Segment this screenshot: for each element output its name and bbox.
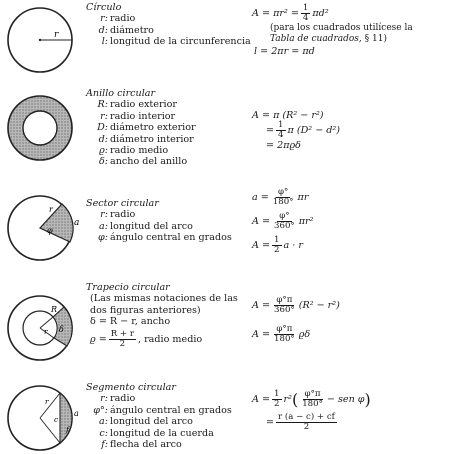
sector-arc-label: a [74,218,80,228]
section-title: Anillo circular [86,88,156,99]
def-row: φ°: ángulo central en grados [93,404,232,416]
def-row: r: radio interior [100,110,176,122]
sector-figure [4,188,80,268]
formula-area: A = $\frac{1}{2}$ r²( $\frac{\varphi^\circ\pi}{180^\circ}$ − sen φ) [252,389,371,409]
def-row: δ: ancho del anillo [98,156,188,168]
formula-area-rho: A = $\frac{\varphi^\circ\pi}{180^\circ}$ ϱδ [252,324,311,344]
def-row: c: longitud de la cuerda [99,427,214,439]
annulus-width-label: δ [59,325,64,334]
formula-block [252,390,371,432]
delta-def: δ = R − r, ancho [90,316,171,328]
def-row: R: radio exterior [97,99,177,111]
segment-arc-label: a [74,409,79,418]
section-title: Círculo [86,2,122,13]
note-line: dos figuras anteriores) [90,304,201,316]
sector-radius-label: r [49,205,53,214]
ring-figure [4,88,80,172]
formula-block [252,110,340,152]
def-row: a: longitud del arco [99,220,193,232]
section-trapecio [0,282,451,374]
section-title: Trapecio circular [86,282,170,293]
formula-area: A = πr² = $\frac{1}{4}$ πd² [252,3,329,23]
section-title: Segmento circular [86,382,176,393]
segment-height-label: f [66,425,69,434]
annulus-inner-label: r [44,327,48,336]
formula-block [252,188,313,255]
section-circulo [0,0,451,80]
formula-area-d: = $\frac{1}{4}$ π (D² − d²) [266,120,341,141]
sector-angle-label: φ [47,226,53,235]
formula-area-alt: A = $\frac{1}{2}$ a · r [252,235,303,255]
formula-block [252,4,413,57]
formula-area: A = $\frac{\varphi^\circ}{360^\circ}$ πr² [252,211,314,231]
formula-block [252,296,340,344]
def-row: f: flecha del arco [101,439,182,451]
def-row: r: radio [100,209,136,221]
segment-figure [4,382,80,454]
rho-def: ϱ = $\frac{R + r}{2}$ , radio medio [90,328,203,349]
circle-radius-label: r [54,30,59,40]
def-row: r: radio [100,13,136,25]
note-line: (para los cuadrados utilícese la [270,23,413,33]
note-line: (Las mismas notaciones de las [90,293,238,305]
def-row: φ: ángulo central en grados [98,232,232,244]
annular-sector-figure [4,288,80,368]
segment-radius-label: r [45,397,49,406]
section-sector [0,184,451,280]
def-row: a: longitud del arco [99,416,193,428]
formula-arc: a = $\frac{\varphi^\circ}{180^\circ}$ πr [252,187,309,207]
def-row: d: diámetro [98,24,154,36]
def-row: l: longitud de la circunferencia [101,36,251,48]
section-anillo [0,84,451,180]
def-row: D: diámetro exterior [97,122,196,134]
def-row: ϱ: radio medio [99,145,169,157]
segment-chord-label: c [54,415,59,424]
section-title: Sector circular [86,198,159,209]
note-line: Tabla de cuadrados, § 11) [270,34,387,45]
annulus-outer-label: R [51,305,58,314]
def-row: r: radio [100,393,136,405]
formula-area-alt: = $\frac{r (a - c) + cf}{2}$ [266,412,335,432]
circle-figure [4,2,80,78]
def-row: d: diámetro interior [98,133,194,145]
formula-length: l = 2πr = πd [254,45,315,57]
formula-area: A = π (R² − r²) [252,110,324,121]
section-segmento [0,376,451,451]
formula-area: A = $\frac{\varphi^\circ\pi}{360^\circ}$ (R² − r²) [252,295,340,315]
formula-area-rho: = 2πϱδ [266,140,301,152]
